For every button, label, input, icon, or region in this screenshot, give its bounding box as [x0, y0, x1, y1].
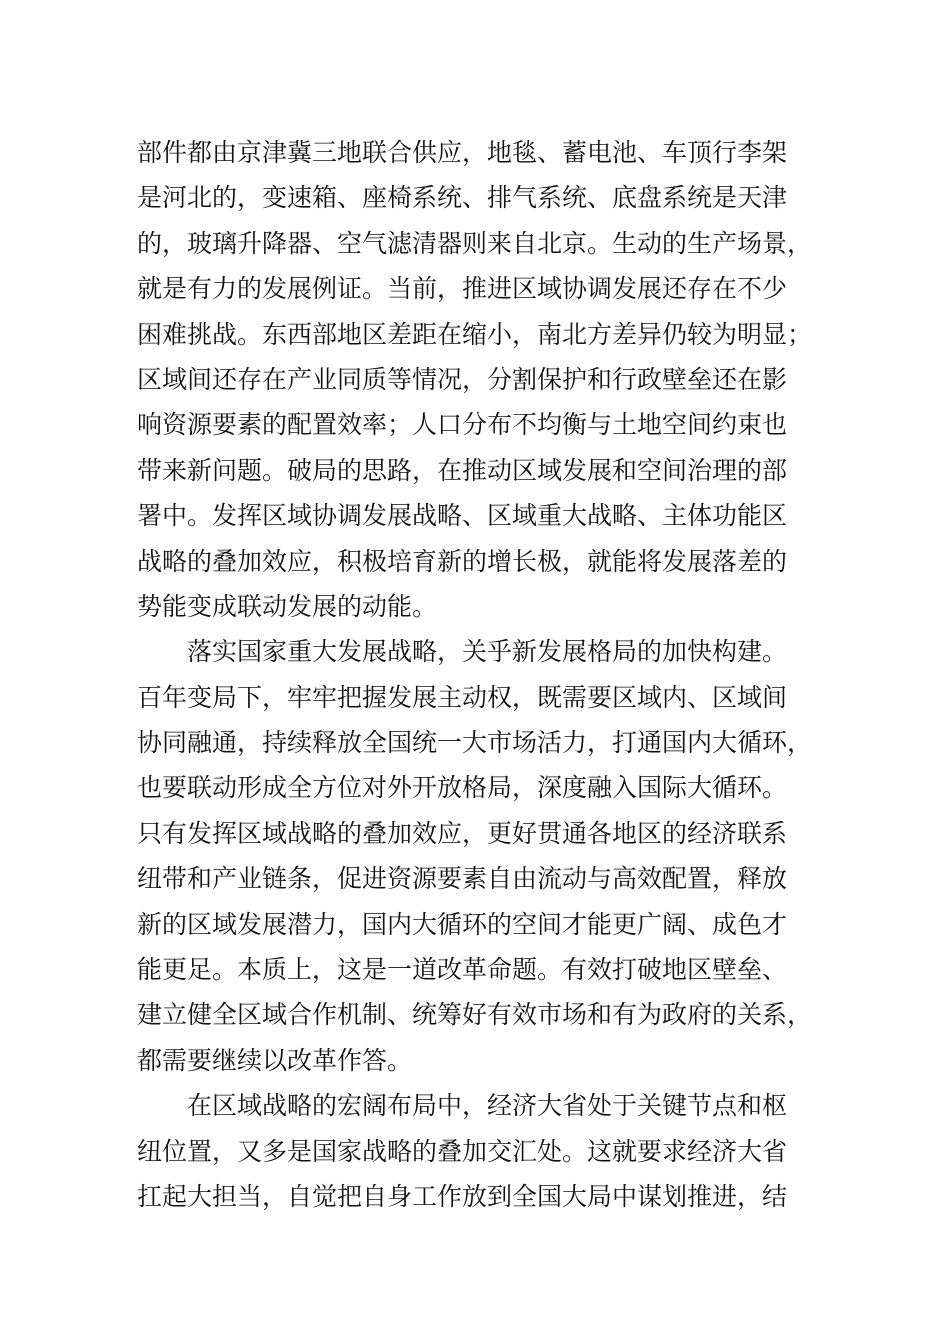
text-line: 区域间还存在产业同质等情况，分割保护和行政壁垒还在影 [137, 364, 788, 394]
text-line: 纽带和产业链条，促进资源要素自由流动与高效配置，释放 [137, 864, 788, 894]
text-line: 的，玻璃升降器、空气滤清器则来自北京。生动的生产场景， [137, 228, 813, 258]
text-line: 是河北的，变速箱、座椅系统、排气系统、底盘系统是天津 [137, 183, 788, 213]
text-line: 百年变局下，牢牢把握发展主动权，既需要区域内、区域间 [137, 682, 788, 712]
text-line: 就是有力的发展例证。当前，推进区域协调发展还存在不少 [137, 274, 788, 304]
text-line: 也要联动形成全方位对外开放格局，深度融入国际大循环。 [137, 773, 788, 803]
text-line: 带来新问题。破局的思路，在推动区域发展和空间治理的部 [137, 455, 788, 485]
text-line: 势能变成联动发展的动能。 [137, 591, 438, 621]
body-text [137, 130, 837, 1219]
paragraph-start-line: 落实国家重大发展战略，关乎新发展格局的加快构建。 [187, 637, 788, 667]
text-line: 战略的叠加效应，积极培育新的增长极，就能将发展落差的 [137, 546, 788, 576]
text-line: 都需要继续以改革作答。 [137, 1045, 413, 1075]
text-line: 建立健全区域合作机制、统筹好有效市场和有为政府的关系， [137, 1000, 813, 1030]
text-line: 困难挑战。东西部地区差距在缩小，南北方差异仍较为明显； [137, 319, 813, 349]
paragraph-start-line: 在区域战略的宏阔布局中，经济大省处于关键节点和枢 [187, 1091, 788, 1121]
text-line: 只有发挥区域战略的叠加效应，更好贯通各地区的经济联系 [137, 818, 788, 848]
text-line: 新的区域发展潜力，国内大循环的空间才能更广阔、成色才 [137, 909, 788, 939]
text-line: 扛起大担当，自觉把自身工作放到全国大局中谋划推进，结 [137, 1181, 788, 1211]
text-line: 纽位置，又多是国家战略的叠加交汇处。这就要求经济大省 [137, 1136, 788, 1166]
text-line: 能更足。本质上，这是一道改革命题。有效打破地区壁垒、 [137, 955, 788, 985]
text-line: 署中。发挥区域协调发展战略、区域重大战略、主体功能区 [137, 501, 788, 531]
text-line: 部件都由京津冀三地联合供应，地毯、蓄电池、车顶行李架 [137, 138, 788, 167]
text-line: 响资源要素的配置效率；人口分布不均衡与土地空间约束也 [137, 410, 788, 440]
text-line: 协同融通，持续释放全国统一大市场活力，打通国内大循环， [137, 728, 813, 758]
